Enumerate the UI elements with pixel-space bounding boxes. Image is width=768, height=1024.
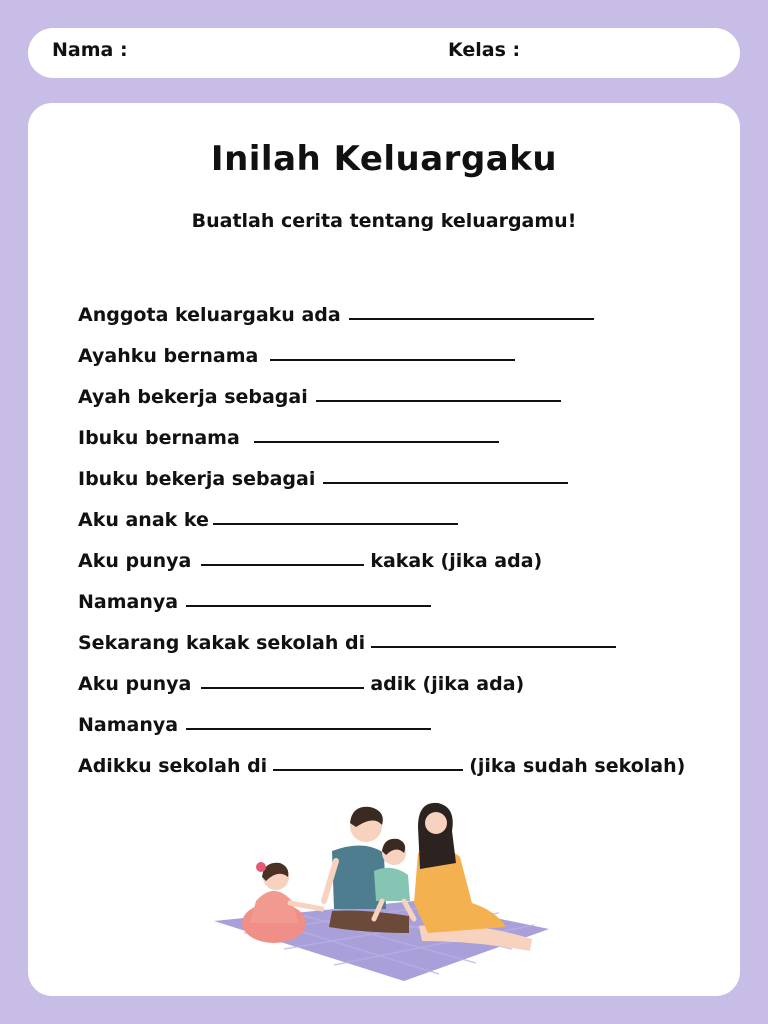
- fill-line: [78, 449, 708, 490]
- line-suffix: (jika sudah sekolah): [469, 755, 686, 777]
- line-suffix: adik (jika ada): [370, 673, 525, 695]
- line-suffix: kakak (jika ada): [370, 550, 543, 572]
- fill-line: [78, 572, 708, 613]
- worksheet-card: [28, 103, 740, 996]
- header-bar: [28, 28, 740, 78]
- fill-line: [78, 326, 708, 367]
- fill-line: [78, 531, 708, 572]
- class-label: Kelas :: [448, 39, 521, 61]
- fill-line: [78, 613, 708, 654]
- line-text: Adikku sekolah di: [78, 755, 268, 777]
- answer-blank: [254, 440, 499, 443]
- answer-blank: [273, 768, 463, 771]
- line-text: Aku anak ke: [78, 509, 209, 531]
- worksheet-instruction: Buatlah cerita tentang keluargamu!: [191, 210, 577, 232]
- fill-line: [78, 285, 708, 326]
- line-text: Ayahku bernama: [78, 345, 259, 367]
- answer-blank: [201, 686, 364, 689]
- line-text: Aku punya: [78, 673, 192, 695]
- fill-line: [78, 408, 708, 449]
- answer-blank: [186, 727, 431, 730]
- answer-blank: [186, 604, 431, 607]
- answer-blank: [201, 563, 364, 566]
- fill-line: [78, 490, 708, 531]
- fill-in-lines: [78, 285, 708, 777]
- answer-blank: [371, 645, 616, 648]
- family-picnic-illustration: [214, 791, 564, 991]
- answer-blank: [316, 399, 561, 402]
- answer-blank: [323, 481, 568, 484]
- line-text: Namanya: [78, 591, 179, 613]
- line-text: Ayah bekerja sebagai: [78, 386, 308, 408]
- answer-blank: [349, 317, 594, 320]
- name-label: Nama :: [52, 39, 128, 61]
- line-text: Anggota keluargaku ada: [78, 304, 341, 326]
- line-text: Ibuku bekerja sebagai: [78, 468, 316, 490]
- line-text: Sekarang kakak sekolah di: [78, 632, 366, 654]
- fill-line: [78, 654, 708, 695]
- line-text: Namanya: [78, 714, 179, 736]
- worksheet-title: Inilah Keluargaku: [210, 139, 558, 179]
- fill-line: [78, 367, 708, 408]
- fill-line: [78, 736, 708, 777]
- fill-line: [78, 695, 708, 736]
- line-text: Aku punya: [78, 550, 192, 572]
- answer-blank: [270, 358, 515, 361]
- line-text: Ibuku bernama: [78, 427, 240, 449]
- answer-blank: [213, 522, 458, 525]
